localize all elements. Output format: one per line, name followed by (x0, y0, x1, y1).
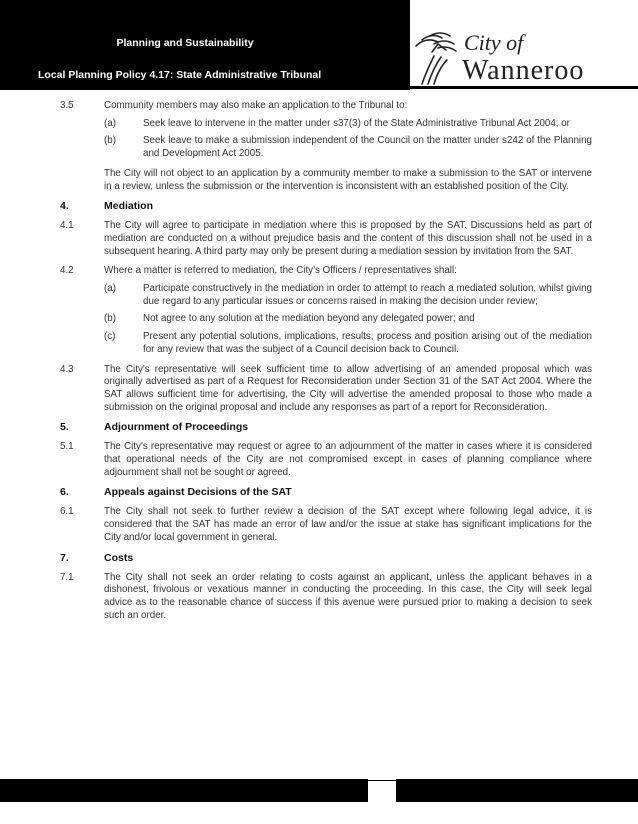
section-title: Appeals against Decisions of the SAT (104, 486, 292, 499)
clause-number: 4.3 (60, 363, 74, 375)
sub-clause (0, 331, 638, 356)
sub-clause-text: Present any potential solutions, implications, results, process and position arising out of the mediation for any review that was the subject of a Council decision back to Council. (143, 331, 592, 355)
clause-text: The City will not object to an application by a community member to make a submission to the SAT or intervene in a review, unless the submission or the intervention is inconsistent with an established position of the City. (104, 167, 592, 192)
sub-clause-label: (c) (104, 331, 116, 343)
section-number: 5. (60, 421, 69, 434)
section-number: 4. (60, 200, 69, 213)
sub-clause (0, 283, 638, 308)
clause-text: The City shall not seek an order relating to costs against an applicant, unless the applicant behaves in a dishonest, frivolous or vexatious manner in conducting the proceeding. In this case, the City will seek legal advice as to the reasonable chance of success if this avenue were pursued prior to making a decision to seek such an order. (104, 571, 592, 621)
section-heading (0, 486, 638, 499)
clause-number: 5.1 (60, 441, 74, 453)
section-title: Adjournment of Proceedings (104, 421, 249, 434)
bird-logo-icon (408, 32, 460, 86)
clause-number: 4.2 (60, 265, 74, 277)
clause (0, 572, 638, 623)
sub-clause-label: (b) (104, 135, 116, 147)
policy-content (0, 100, 638, 622)
section-heading (0, 200, 638, 213)
sub-clause (0, 135, 638, 160)
clause-text: Community members may also make an application to the Tribunal to: (104, 100, 408, 111)
sub-clause-text: Not agree to any solution at the mediation beyond any delegated power; and (143, 313, 475, 325)
sub-clause-text: Seek leave to make a submission independent of the Council on the matter under s242 of the Planning and Development Act 2005. (143, 135, 592, 160)
sub-clause-label: (a) (104, 283, 116, 295)
logo-wanneroo: Wanneroo (462, 55, 585, 86)
section-number: 6. (60, 486, 69, 499)
clause (0, 168, 638, 193)
sub-clause-label: (b) (104, 313, 116, 325)
clause-number: 3.5 (60, 100, 74, 111)
clause (0, 265, 638, 278)
clause-text: The City shall not seek to further review a decision of the SAT except where following legal advice, it is considered that the SAT has made an error of law and/or the issue at stake has significant implications for the City and/or local government in general. (104, 506, 592, 543)
sub-clause (0, 118, 638, 131)
footer-bar-right (396, 779, 638, 802)
logo-city-of: City of (464, 30, 524, 55)
clause-text: Where a matter is referred to mediation, the City's Officers / representatives shall: (104, 265, 457, 277)
section-title: Costs (104, 551, 134, 564)
clause-text: The City's representative will seek sufficient time to allow advertising of an amended proposal which was originally advertised as part of a Request for Reconsideration under Section 31 of the SAT Act 2004. Where the SAT allows sufficient time for advertising, the City will advertise the amended proposal to those who made a submission on the original proposal and include any responses as part of a report for Reconsideration. (104, 363, 592, 413)
section-heading (0, 421, 638, 434)
sub-clause-label: (a) (104, 117, 116, 129)
clause (0, 506, 638, 544)
clause-text: The City's representative may request or agree to an adjournment of the matter in cases where it is considered that operational needs of the City are not compromised except in cases of planning compliance where adjournment shall not be sought or agreed. (104, 441, 592, 478)
clause (0, 100, 638, 113)
sub-clause-text: Seek leave to intervene in the matter under s37(3) of the State Administrative Tribunal Act 2004; or (143, 117, 570, 129)
clause-text: The City will agree to participate in mediation where this is proposed by the SAT. Discussions held as part of mediation are conducted on a without prejudice basis and the content of this discussion shall not be used in a subsequent hearing. A third party may only be present during a mediation session by invitation from the SAT. (104, 220, 592, 257)
clause-number: 6.1 (60, 506, 74, 518)
sub-clause-text: Participate constructively in the mediation in order to attempt to reach a mediated solution, whilst giving due regard to any particular issues or concerns raised in making the decision under review; (143, 283, 592, 307)
city-logo (408, 28, 598, 86)
sub-clause (0, 313, 638, 326)
clause-number: 4.1 (60, 220, 74, 232)
section-title: Mediation (104, 200, 153, 213)
section-heading (0, 552, 638, 565)
header-policy-title: Local Planning Policy 4.17: State Administrative Tribunal (38, 69, 322, 81)
footer-bar-left (0, 779, 368, 802)
header-department: Planning and Sustainability (116, 37, 254, 49)
clause (0, 220, 638, 258)
clause (0, 364, 638, 415)
clause-number: 7.1 (60, 571, 74, 583)
section-number: 7. (60, 551, 69, 564)
clause (0, 441, 638, 479)
